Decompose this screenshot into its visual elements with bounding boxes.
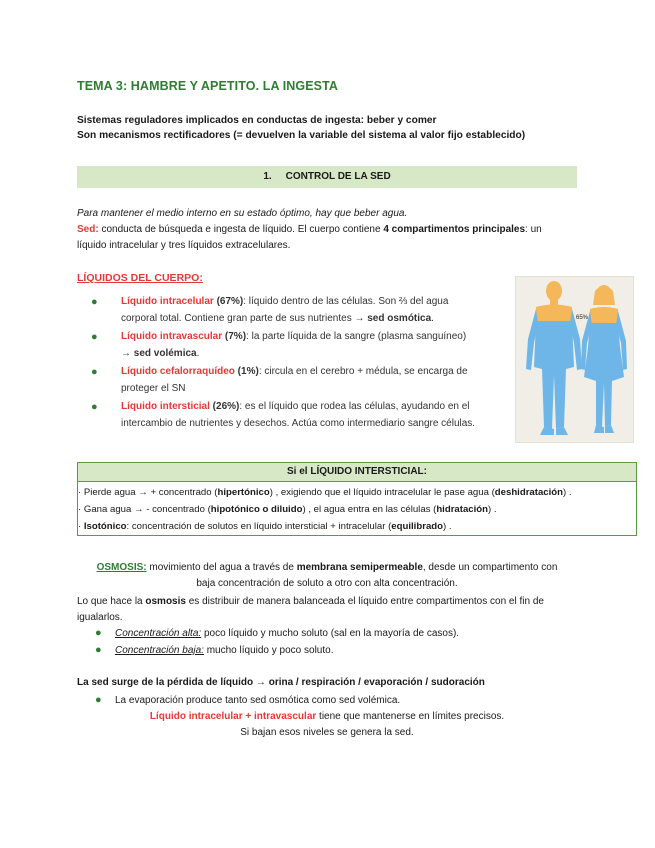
conc-label: Concentración alta:: [115, 628, 202, 639]
box-text: ·: [78, 521, 84, 532]
liquid-pct: (1%): [234, 366, 259, 377]
intersticial-box: [77, 462, 637, 536]
liquid-text: : circula en el cerebro + médula, se encarga de proteger el SN: [121, 366, 468, 394]
intro-line: Sistemas reguladores implicados en conductas de ingesta: beber y comer: [77, 115, 437, 126]
box-text: · Pierde agua → + concentrado (: [78, 487, 218, 498]
osmosis-label: OSMOSIS:: [96, 562, 147, 573]
page-title: TEMA 3: HAMBRE Y APETITO. LA INGESTA: [77, 79, 339, 93]
conc-label: Concentración baja:: [115, 645, 204, 656]
section-heading-control-sed: [77, 166, 577, 188]
box-line: [78, 484, 632, 501]
paragraph-sed: [77, 222, 577, 253]
paragraph-osmosis-distribuye: [77, 594, 597, 625]
box-text: : concentración de solutos en líquido intersticial + intracelular (: [126, 521, 392, 532]
box-bold: hidratación: [436, 504, 489, 515]
box-text: ) , el agua entra en las células (: [302, 504, 437, 515]
liquid-name: Líquido intravascular: [121, 331, 223, 342]
liquid-text: : líquido dentro de las células. Son ⅔ del agua corporal total. Contiene gran parte de sus nutrientes →: [121, 296, 449, 324]
box-bold: hipertónico: [217, 487, 270, 498]
conc-text: poco líquido y mucho soluto (sal en la mayoría de casos).: [201, 628, 460, 639]
paragraph-osmosis: [77, 560, 577, 591]
list-item: [77, 642, 577, 659]
box-bold: equilibrado: [391, 521, 443, 532]
sed-text: conducta de búsqueda e ingesta de líquido. El cuerpo contiene: [98, 224, 384, 235]
liquid-pct: (67%): [213, 296, 244, 307]
bullet-icon: ●: [91, 331, 98, 343]
liquid-end: .: [431, 312, 434, 324]
bullet-icon: ●: [95, 627, 102, 639]
section-number: 1.: [263, 171, 272, 182]
box-text: ) .: [563, 487, 572, 498]
bullet-icon: ●: [95, 644, 102, 656]
osmosis-line2: baja concentración de soluto a otro con alta concentración.: [196, 577, 458, 589]
box-title: Si el LÍQUIDO INTERSTICIAL:: [78, 463, 636, 482]
intro-block: [77, 113, 525, 143]
limites-red: Líquido intracelular + intravascular: [149, 711, 317, 722]
sed-bold: 4 compartimentos principales: [383, 224, 526, 235]
body-water-figure: [515, 276, 634, 443]
osmosis-bold: membrana semipermeable: [296, 562, 423, 573]
bullet-icon: ●: [91, 296, 98, 308]
liquid-end: .: [196, 347, 200, 359]
evaporacion-text: La evaporación produce tanto sed osmótica como sed volémica.: [115, 695, 401, 706]
list-item: [77, 364, 477, 397]
liquid-text: : la parte líquida de la sangre (plasma sanguíneo) →: [121, 331, 467, 359]
liquid-name: Líquido intersticial: [121, 401, 210, 412]
concentraciones-list: [77, 625, 577, 659]
liquid-bold: sed volémica: [133, 347, 197, 359]
section-label: CONTROL DE LA SED: [285, 171, 391, 182]
limites-text: tiene que mantenerse en límites precisos.: [316, 711, 505, 722]
box-lines: [78, 482, 636, 535]
list-item: [77, 294, 477, 327]
liquids-heading-text: LÍQUIDOS DEL CUERPO:: [77, 272, 203, 284]
box-bold: hipotónico o diluido: [210, 504, 303, 515]
liquids-heading: [77, 271, 203, 287]
conc-text: mucho líquido y poco soluto.: [203, 645, 334, 656]
male-silhouette: [526, 281, 582, 435]
osmosis-para-text: es distribuir de manera balanceada el líquido entre compartimentos con el fin de: [185, 596, 544, 607]
bullet-icon: ●: [91, 366, 98, 378]
box-bold: deshidratación: [494, 487, 564, 498]
bullet-icon: ●: [95, 694, 102, 706]
box-bold: Isotónico: [83, 521, 127, 532]
figure-label: 65%: [576, 315, 589, 321]
box-line: [78, 501, 632, 518]
evaporacion-list: [77, 692, 577, 709]
box-text: · Gana agua → - concentrado (: [78, 504, 211, 515]
list-item: [77, 329, 477, 362]
body-silhouettes-icon: [516, 277, 633, 442]
paragraph-bajan: Si bajan esos niveles se genera la sed.: [240, 727, 414, 738]
paragraph-limites: [77, 709, 577, 725]
paragraph-sed-surge: La sed surge de la pérdida de líquido → orina / respiración / evaporación / sudoración: [77, 677, 485, 688]
liquid-pct: (26%): [209, 401, 240, 412]
box-text: ) .: [488, 504, 497, 515]
box-text: ) .: [443, 521, 452, 532]
osmosis-text: , desde un compartimento con: [422, 562, 558, 573]
list-item: [77, 692, 577, 709]
box-text: ) , exigiendo que el líquido intracelular le pase agua (: [269, 487, 495, 498]
liquid-name: Líquido cefalorraquídeo: [121, 366, 235, 377]
liquid-text: : es el líquido que rodea las células, ayudando en el intercambio de nutrientes y desechos. Actúa como intermediario sangre células.: [121, 401, 476, 429]
osmosis-text: movimiento del agua a través de: [146, 562, 297, 573]
list-item: [77, 399, 477, 432]
sed-label: Sed:: [77, 224, 99, 235]
liquid-bold: sed osmótica: [367, 312, 432, 324]
osmosis-para-line2: igualarlos.: [77, 611, 123, 623]
osmosis-para-bold: osmosis: [145, 596, 186, 607]
female-silhouette: [581, 285, 627, 433]
list-item: [77, 625, 577, 642]
paragraph-medio-interno: Para mantener el medio interno en su estado óptimo, hay que beber agua.: [77, 208, 408, 219]
bullet-icon: ●: [91, 401, 98, 413]
liquids-list: [77, 294, 477, 434]
sed-line2: líquido intracelular y tres líquidos extracelulares.: [77, 239, 291, 251]
osmosis-para-text: Lo que hace la: [77, 596, 146, 607]
sed-text: : un: [525, 224, 542, 235]
intro-line: Son mecanismos rectificadores (= devuelven la variable del sistema al valor fijo establecido): [77, 130, 526, 141]
liquid-name: Líquido intracelular: [121, 296, 214, 307]
box-line: [78, 518, 632, 535]
liquid-pct: (7%): [222, 331, 247, 342]
